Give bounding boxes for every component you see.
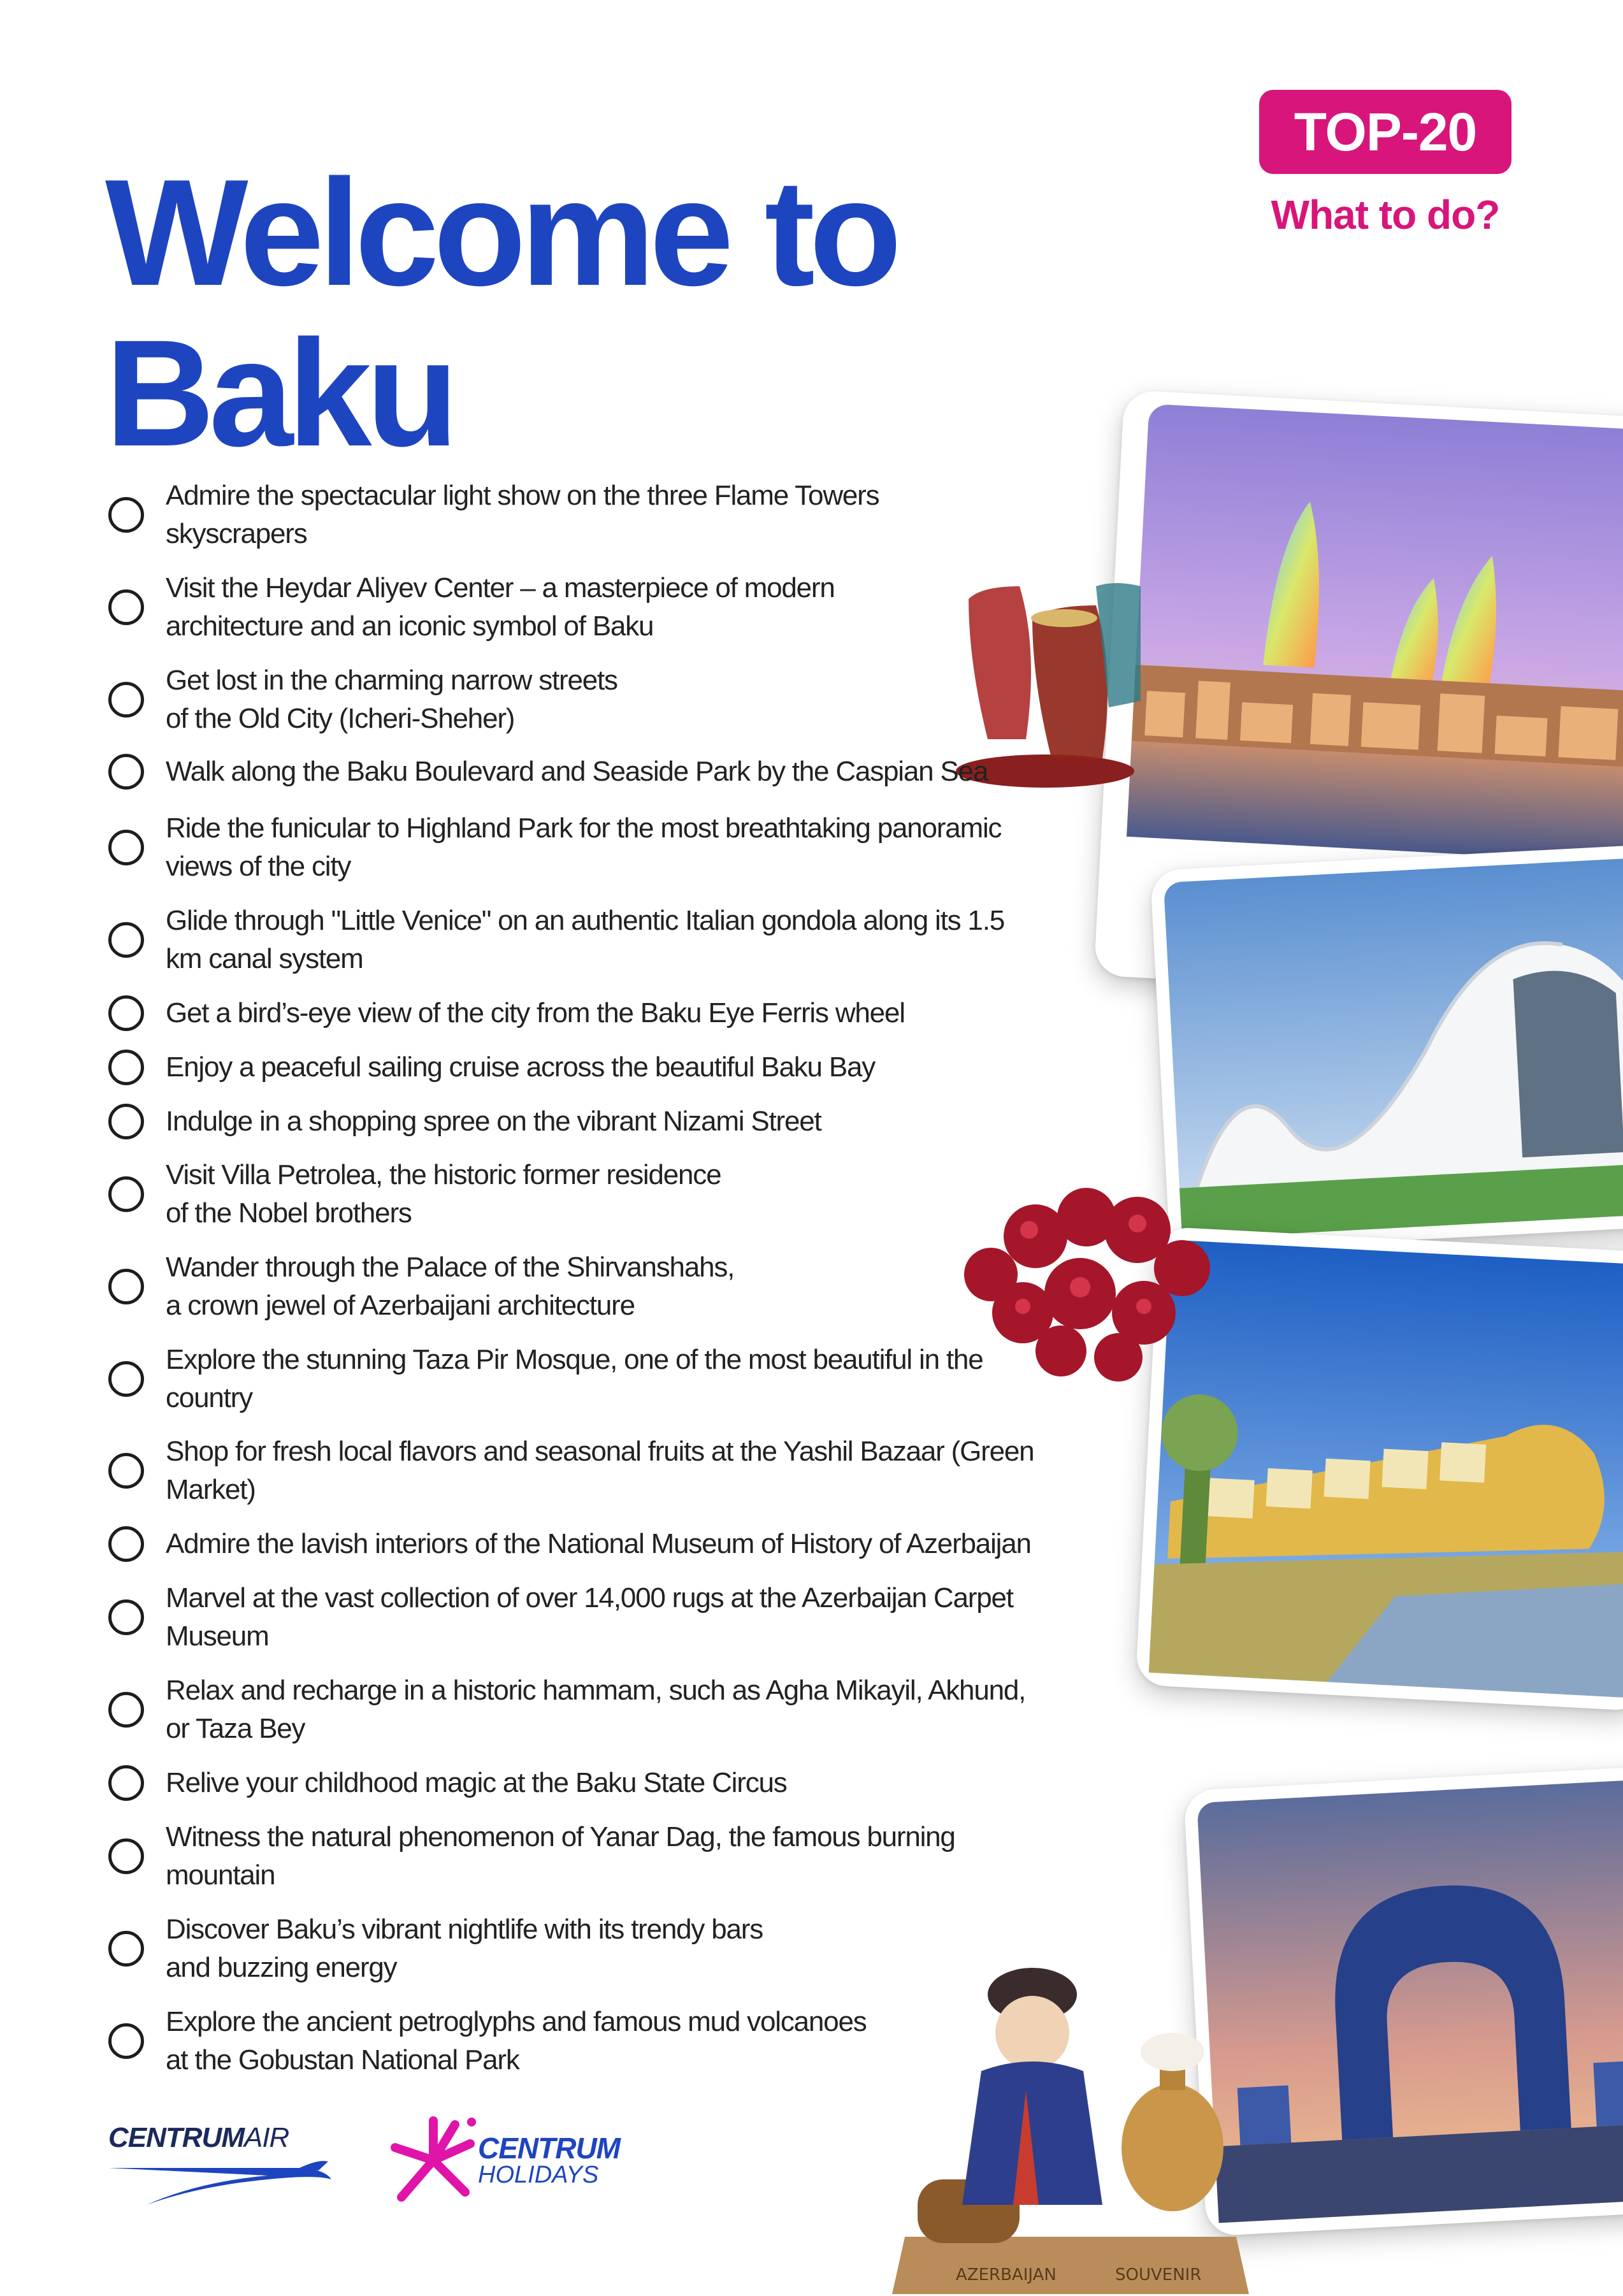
centrum-air-swoosh-icon [108,2154,338,2205]
checklist-item-line-1: Ride the funicular to Highland Park for the most breathtaking panoramic [166,812,1002,844]
checklist-item-text [166,1102,821,1141]
checklist-item-text [166,1764,787,1802]
checklist-item-line-1: Visit Villa Petrolea, the historic former residence [166,1159,721,1190]
checklist-item-line-2: views of the city [166,851,351,882]
checkbox-circle[interactable] [108,1599,144,1635]
checklist-item [108,753,988,791]
checklist-item-text [166,1579,1013,1656]
checklist-item [108,2003,867,2079]
checklist-item-line-1: Glide through "Little Venice" on an authentic Italian gondola along its 1.5 [166,905,1005,936]
checklist-item-line-1: Shop for fresh local flavors and seasonal fruits at the Yashil Bazaar (Green [166,1436,1034,1467]
checklist-item-text [166,902,1004,978]
checklist-item [108,1248,734,1325]
checkbox-circle[interactable] [108,830,144,865]
checklist-item-text [166,809,1001,886]
checklist-item-text [166,1433,1034,1509]
checkbox-circle[interactable] [108,1453,144,1489]
checkbox-circle[interactable] [108,2023,144,2059]
centrum-holidays-star-icon [389,2116,478,2205]
checklist-item-line-1: Wander through the Palace of the Shirvanshahs, [166,1252,735,1283]
checklist-item-text [166,661,617,738]
centrum-air-wordmark-2: AIR [243,2122,289,2153]
figurine-inscription-1: AZERBAIJAN [956,2265,1057,2285]
checkbox-circle[interactable] [108,589,144,625]
checklist-item-line-1: Witness the natural phenomenon of Yanar Dag, the famous burning [166,1821,955,1852]
top-20-badge: TOP-20 [1259,90,1511,174]
checklist-item-line-1: Enjoy a peaceful sailing cruise across the beautiful Baku Bay [166,1051,876,1083]
centrum-air-logo [108,2122,338,2211]
checklist-item [108,477,879,553]
checklist-item-line-2: at the Gobustan National Park [166,2044,519,2076]
page-title [105,148,897,478]
heydar-aliyev-center-photo [1150,844,1623,1252]
checkbox-circle[interactable] [108,1838,144,1874]
checkbox-circle[interactable] [108,922,144,958]
checklist-item [108,1341,983,1417]
checklist-item-text [166,2003,867,2079]
checklist-item-line-2: or Taza Bey [166,1713,305,1744]
checklist-item [108,809,1001,886]
checklist-item-line-1: Explore the stunning Taza Pir Mosque, one of the most beautiful in the [166,1344,983,1375]
checkbox-circle[interactable] [108,1104,144,1139]
checklist-item-text [166,1818,955,1895]
checkbox-circle[interactable] [108,1931,144,1967]
checkbox-circle[interactable] [108,1692,144,1728]
title-line-2: Baku [105,309,453,478]
checklist-item-line-2: country [166,1382,252,1413]
checklist-item [108,1525,1031,1563]
checklist-item-line-2: Museum [166,1621,269,1652]
checklist-item [108,1671,1025,1748]
checklist-item-text [166,1048,875,1087]
checklist-item-line-1: Walk along the Baku Boulevard and Seaside Park by the Caspian Sea [166,756,988,787]
checklist-item-text [166,753,988,791]
checklist-item-line-2: Market) [166,1474,256,1505]
checklist-item-line-1: Marvel at the vast collection of over 14,000 rugs at the Azerbaijan Carpet [166,1582,1013,1614]
checklist-item [108,1102,821,1141]
checklist-item-line-2: km canal system [166,943,363,974]
checklist-item-line-2: of the Old City (Icheri-Sheher) [166,703,515,734]
centrum-air-wordmark-1: CENTRUM [108,2122,244,2153]
checklist-item-text [166,1910,763,1987]
checklist-item-text [166,1156,721,1232]
checklist-item-text [166,569,835,646]
checklist-item-line-2: skyscrapers [166,518,307,549]
checkbox-circle[interactable] [108,682,144,718]
checklist-item-text [166,1248,734,1325]
checkbox-circle[interactable] [108,995,144,1031]
checkbox-circle[interactable] [108,1526,144,1562]
checklist-item-line-1: Discover Baku’s vibrant nightlife with its trendy bars [166,1914,763,1945]
checkbox-circle[interactable] [108,1269,144,1304]
checklist-item-text [166,477,879,553]
figurine-inscription-2: SOUVENIR [1115,2265,1202,2285]
checklist-item-line-2: a crown jewel of Azerbaijani architecture [166,1290,635,1321]
checklist-item [108,661,617,738]
checkbox-circle[interactable] [108,1050,144,1085]
checklist-item-line-1: Relive your childhood magic at the Baku State Circus [166,1767,787,1798]
checklist-item-line-2: architecture and an iconic symbol of Baku [166,610,654,642]
checklist-item-text [166,1525,1031,1563]
checklist-item-line-1: Get lost in the charming narrow streets [166,665,617,696]
title-line-1: Welcome to [105,148,897,317]
checklist-item-line-1: Admire the spectacular light show on the three Flame Towers [166,480,879,511]
checklist-item-text [166,994,905,1032]
checklist-item [108,569,835,646]
checklist-item [108,1156,721,1232]
checklist-item-line-2: mountain [166,1859,275,1891]
checklist-item-line-2: and buzzing energy [166,1952,397,1983]
checklist-item-line-1: Admire the lavish interiors of the National Museum of History of Azerbaijan [166,1528,1031,1559]
checklist-item [108,1818,955,1895]
centrum-holidays-logo [389,2116,669,2218]
checklist-item-line-1: Indulge in a shopping spree on the vibrant Nizami Street [166,1106,821,1137]
centrum-holidays-wordmark-1: CENTRUM [478,2132,620,2165]
checkbox-circle[interactable] [108,1361,144,1397]
checklist-item-line-2: of the Nobel brothers [166,1197,412,1229]
checklist-item-line-1: Relax and recharge in a historic hammam, such as Agha Mikayil, Akhund, [166,1675,1026,1706]
checklist-item-line-1: Get a bird’s-eye view of the city from the Baku Eye Ferris wheel [166,997,905,1029]
checklist-item [108,1433,1034,1509]
checklist-item-line-1: Explore the ancient petroglyphs and famous mud volcanoes [166,2006,867,2037]
checklist-item [108,1579,1013,1656]
checklist-item-text [166,1341,983,1417]
pomegranate-seeds-illustration [953,1160,1220,1389]
checkbox-circle[interactable] [108,497,144,533]
what-to-do-subtitle: What to do? [1271,192,1500,238]
checkbox-circle[interactable] [108,754,144,790]
centrum-holidays-wordmark-2: HOLIDAYS [478,2162,599,2188]
checklist-item [108,1910,763,1987]
checklist-item [108,902,1004,978]
checklist-item [108,1048,875,1087]
checkbox-circle[interactable] [108,1176,144,1212]
checklist-item-text [166,1671,1025,1748]
checklist-item [108,994,905,1032]
photo-card-heydar-aliyev [1150,844,1623,1252]
checkbox-circle[interactable] [108,1765,144,1801]
checklist-item-line-1: Visit the Heydar Aliyev Center – a masterpiece of modern [166,572,835,603]
souvenir-figurine-illustration [892,1937,1262,2294]
checklist-item [108,1764,787,1802]
